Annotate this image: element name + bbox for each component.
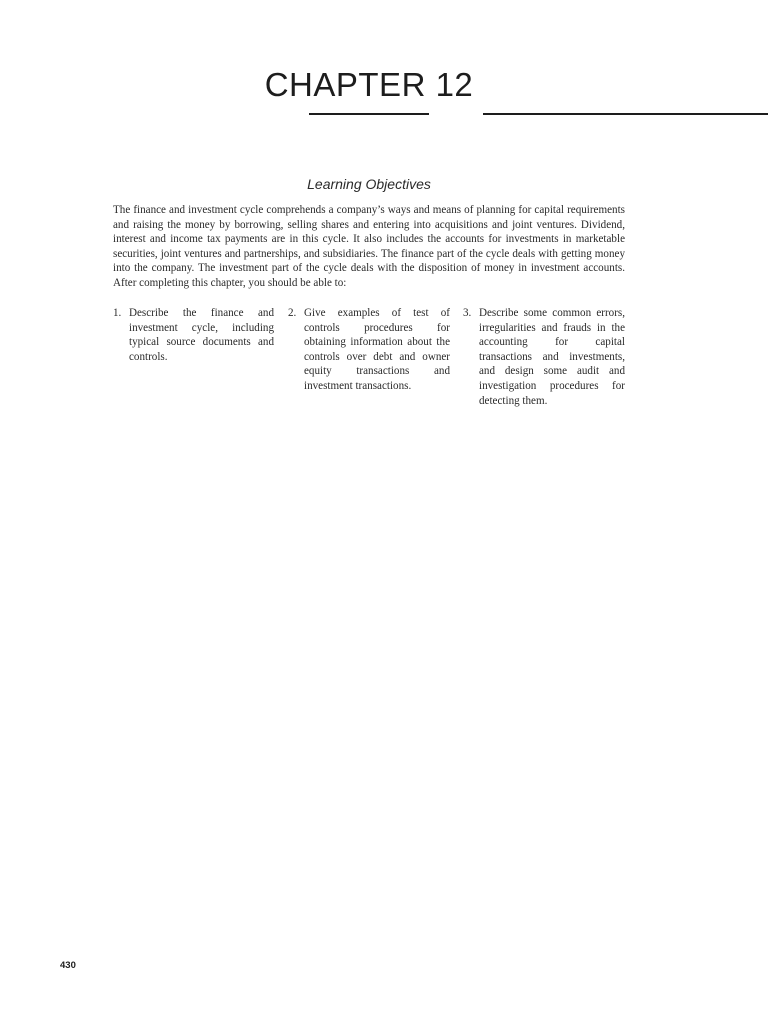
objective-number: 1.: [113, 307, 122, 319]
objective-number: 2.: [288, 307, 297, 319]
chapter-title: CHAPTER 12: [264, 66, 474, 103]
objective-text: Describe the finance and investment cycle, including typical source documents and controls.: [129, 307, 274, 363]
objective-item: [463, 306, 625, 408]
objective-text: Give examples of test of controls procedures for obtaining information about the controls over debt and owner equity transactions and investment transactions.: [304, 307, 450, 392]
page-number: 430: [60, 960, 76, 971]
learning-objectives-heading: Learning Objectives: [307, 176, 431, 192]
title-rule-right: [483, 113, 768, 115]
objective-number: 3.: [463, 307, 472, 319]
title-rule-left: [309, 113, 429, 115]
objective-item: [113, 306, 274, 364]
objective-text: Describe some common errors, irregularities and frauds in the accounting for capital transactions and investments, and design some audit and investigation procedures for detecting them.: [479, 307, 625, 407]
intro-paragraph: The finance and investment cycle comprehends a company’s ways and means of planning for capital requirements and raising the money by borrowing, selling shares and entering into acquisitions and joint ventures. Dividend, interest and income tax payments are in this cycle. It also includes the accounts for investments in marketable securities, joint ventures and partnerships, and subsidiaries. The finance part of the cycle deals with getting money into the company. The investment part of the cycle deals with the disposition of money in investment accounts. After completing this chapter, you should be able to:: [113, 204, 625, 289]
objective-item: [288, 306, 450, 394]
